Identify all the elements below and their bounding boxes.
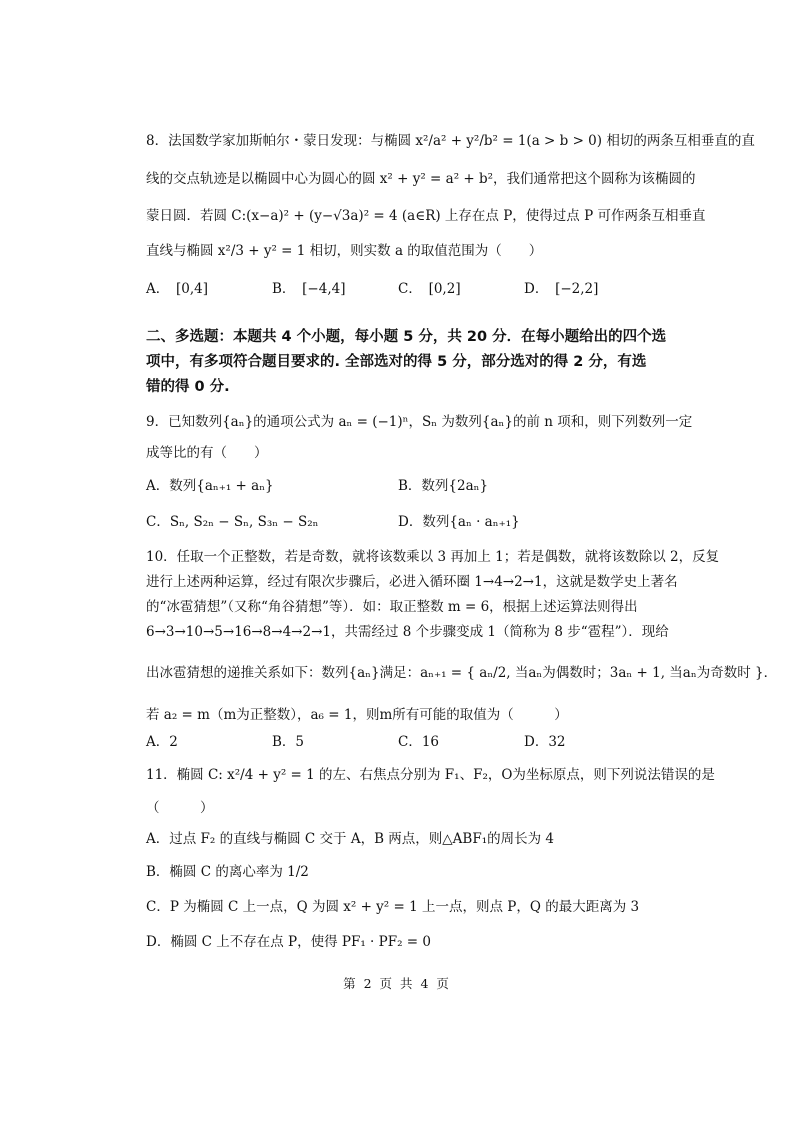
q9-option-c: C．Sₙ, S₂ₙ − Sₙ, S₃ₙ − S₂ₙ <box>146 514 319 530</box>
section2-line-2: 项中，有多项符合题目要求的. 全部选对的得 5 分，部分选对的得 2 分，有选 <box>146 354 647 370</box>
q9-option-a: A．数列{aₙ₊₁ + aₙ} <box>146 478 274 494</box>
q10-line-3: 的“冰雹猜想”（又称“角谷猜想”等）．如：取正整数 m = 6，根据上述运算法则得出 <box>146 599 638 615</box>
q8-line-4: 直线与椭圆 x²/3 + y² = 1 相切，则实数 a 的取值范围为（ ） <box>146 243 543 259</box>
q10-line-2: 进行上述两种运算，经过有限次步骤后，必进入循环圈 1→4→2→1，这就是数学史上著名 <box>146 574 678 590</box>
q11-option-a: A．过点 F₂ 的直线与椭圆 C 交于 A，B 两点，则△ABF₁的周长为 4 <box>146 831 554 847</box>
q11-line-1: 11．椭圆 C: x²/4 + y² = 1 的左、右焦点分别为 F₁、F₂，O为坐标原点，则下列说法错误的是 <box>146 767 715 783</box>
q10-option-b: B．5 <box>272 734 305 750</box>
q8-option-a: A． [0,4] <box>146 281 209 297</box>
q10-line-1: 10．任取一个正整数，若是奇数，就将该数乘以 3 再加上 1；若是偶数，就将该数除以 2，反复 <box>146 549 720 565</box>
q10-line-4: 6→3→10→5→16→8→4→2→1，共需经过 8 个步骤变成 1（简称为 8 步“雹程”）．现给 <box>146 624 669 640</box>
q8-line-1: 8．法国数学家加斯帕尔・蒙日发现：与椭圆 x²/a² + y²/b² = 1(a > b > 0) 相切的两条互相垂直的直 <box>146 133 755 149</box>
q9-option-b: B．数列{2aₙ} <box>398 478 489 494</box>
q10-line-6: 若 a₂ = m（m为正整数），a₆ = 1，则m所有可能的取值为（ ） <box>146 707 568 723</box>
q8-option-c: C． [0,2] <box>398 281 461 297</box>
section2-line-3: 错的得 0 分. <box>146 379 230 395</box>
q8-line-2: 线的交点轨迹是以椭圆中心为圆心的圆 x² + y² = a² + b²，我们通常把这个圆称为该椭圆的 <box>146 171 696 187</box>
q11-option-b: B．椭圆 C 的离心率为 1/2 <box>146 864 309 880</box>
q8-option-d: D． [−2,2] <box>524 281 599 297</box>
q8-option-b: B． [−4,4] <box>272 281 346 297</box>
q10-option-a: A．2 <box>146 734 178 750</box>
q9-line-1: 9．已知数列{aₙ}的通项公式为 aₙ = (−1)ⁿ，Sₙ 为数列{aₙ}的前 n 项和，则下列数列一定 <box>146 414 693 430</box>
q10-option-d: D．32 <box>524 734 566 750</box>
q9-line-2: 成等比的有（ ） <box>146 445 268 461</box>
q8-line-3: 蒙日圆．若圆 C:(x−a)² + (y−√3a)² = 4 (a∈R) 上存在点 P，使得过点 P 可作两条互相垂直 <box>146 208 706 224</box>
q9-option-d: D．数列{aₙ · aₙ₊₁} <box>398 514 520 530</box>
q11-option-d: D．椭圆 C 上不存在点 P，使得 PF₁ · PF₂ = 0 <box>146 934 431 950</box>
page-footer: 第 2 页 共 4 页 <box>343 976 451 991</box>
q11-option-c: C．P 为椭圆 C 上一点，Q 为圆 x² + y² = 1 上一点，则点 P，Q 的最大距离为 3 <box>146 899 640 915</box>
section2-line-1: 二、多选题：本题共 4 个小题，每小题 5 分，共 20 分．在每小题给出的四个选 <box>146 329 667 345</box>
q11-line-2: （ ） <box>146 800 214 816</box>
q10-option-c: C．16 <box>398 734 440 750</box>
q10-line-5: 出冰雹猜想的递推关系如下：数列{aₙ}满足：aₙ₊₁ = { aₙ/2, 当aₙ为偶数时；3aₙ + 1, 当aₙ为奇数时 }． <box>146 665 778 681</box>
